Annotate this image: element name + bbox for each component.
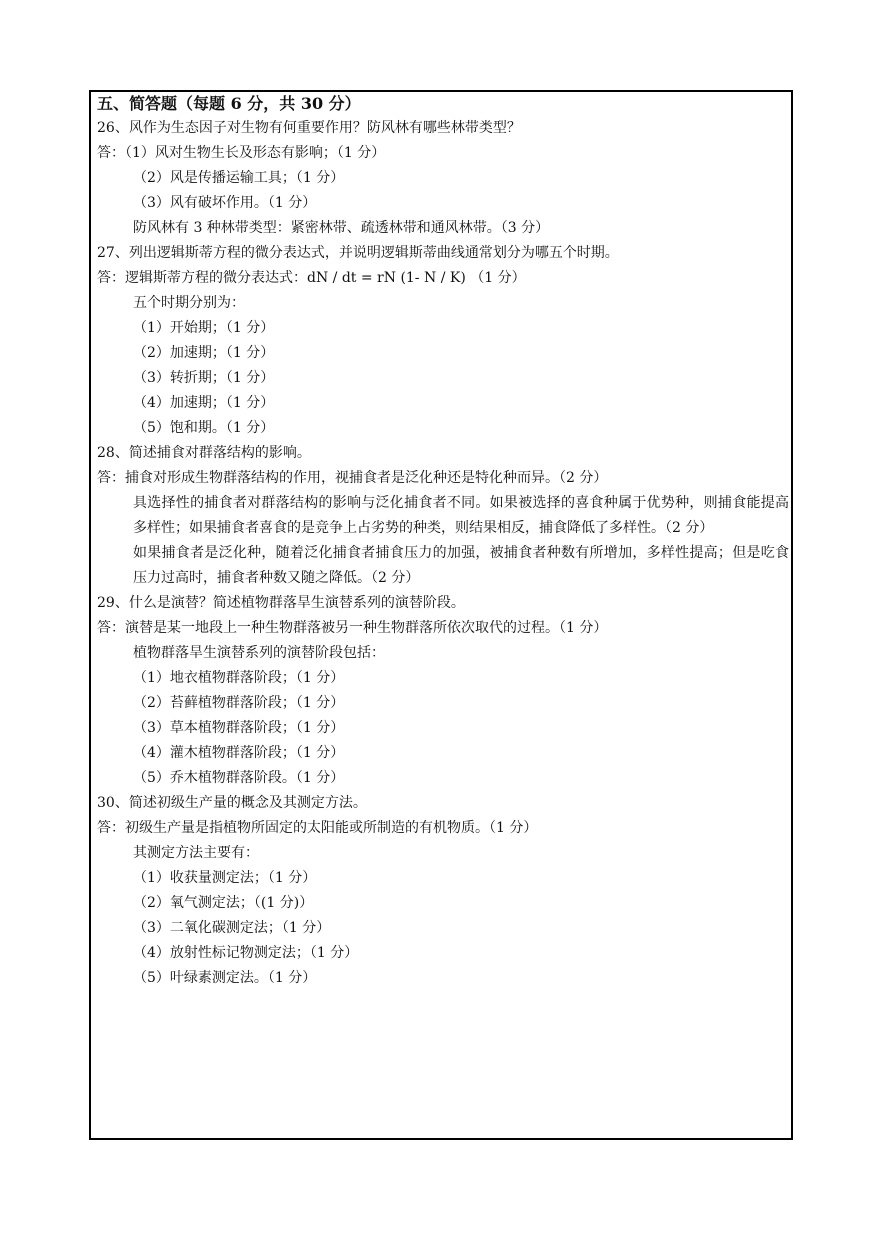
text-line: 五个时期分别为：: [133, 295, 245, 311]
answer-lines: [97, 116, 789, 991]
text-line: 具选择性的捕食者对群落结构的影响与泛化捕食者不同。如果被选择的喜食种属于优势种，则捕食能提高多样性；如果捕食者喜食的是竞争上占劣势的种类，则结果相反，捕食降低了多样性。（2 分）: [133, 495, 789, 536]
text-line: 29、什么是演替？简述植物群落旱生演替系列的演替阶段。: [97, 595, 465, 611]
text-line: （2）风是传播运输工具；（1 分）: [133, 170, 345, 186]
text-line: 答：逻辑斯蒂方程的微分表达式：dN / dt = rN (1- N / K) （1 分）: [97, 270, 526, 286]
text-line: （5）饱和期。（1 分）: [133, 420, 275, 436]
text-line: （1）开始期；（1 分）: [133, 320, 275, 336]
text-line: （2）苔藓植物群落阶段；（1 分）: [133, 695, 345, 711]
text-line: （5）乔木植物群落阶段。（1 分）: [133, 770, 345, 786]
text-line: （3）风有破坏作用。（1 分）: [133, 195, 317, 211]
text-line: （4）加速期；（1 分）: [133, 395, 275, 411]
text-line: 30、简述初级生产量的概念及其测定方法。: [97, 795, 367, 811]
text-line: 答：（1）风对生物生长及形态有影响；（1 分）: [97, 145, 386, 161]
text-line: 其测定方法主要有：: [133, 845, 259, 861]
answer-content: [97, 92, 789, 991]
text-line: 防风林有 3 种林带类型：紧密林带、疏透林带和通风林带。（3 分）: [133, 220, 550, 236]
text-line: 答：演替是某一地段上一种生物群落被另一种生物群落所依次取代的过程。（1 分）: [97, 620, 608, 636]
section-title: 五、简答题（每题 6 分，共 30 分）: [97, 94, 361, 113]
text-line: （4）灌木植物群落阶段；（1 分）: [133, 745, 345, 761]
text-line: （3）转折期；（1 分）: [133, 370, 275, 386]
text-line: （1）收获量测定法；（1 分）: [133, 870, 317, 886]
text-line: （2）氧气测定法；（(1 分)）: [133, 895, 314, 911]
text-line: （5）叶绿素测定法。（1 分）: [133, 970, 317, 986]
text-line: 28、简述捕食对群落结构的影响。: [97, 445, 311, 461]
text-line: 植物群落旱生演替系列的演替阶段包括：: [133, 645, 385, 661]
text-line: 27、列出逻辑斯蒂方程的微分表达式，并说明逻辑斯蒂曲线通常划分为哪五个时期。: [97, 245, 619, 261]
text-line: （2）加速期；（1 分）: [133, 345, 275, 361]
text-line: （3）草本植物群落阶段；（1 分）: [133, 720, 345, 736]
text-line: 如果捕食者是泛化种，随着泛化捕食者捕食压力的加强，被捕食者种数有所增加，多样性提高；但是吃食压力过高时，捕食者种数又随之降低。（2 分）: [133, 545, 789, 586]
text-line: 答：初级生产量是指植物所固定的太阳能或所制造的有机物质。（1 分）: [97, 820, 538, 836]
text-line: （3）二氧化碳测定法；（1 分）: [133, 920, 331, 936]
text-line: 答：捕食对形成生物群落结构的作用，视捕食者是泛化种还是特化种而异。（2 分）: [97, 470, 608, 486]
text-line: 26、风作为生态因子对生物有何重要作用？防风林有哪些林带类型？: [97, 120, 521, 136]
text-line: （1）地衣植物群落阶段；（1 分）: [133, 670, 345, 686]
text-line: （4）放射性标记物测定法；（1 分）: [133, 945, 359, 961]
